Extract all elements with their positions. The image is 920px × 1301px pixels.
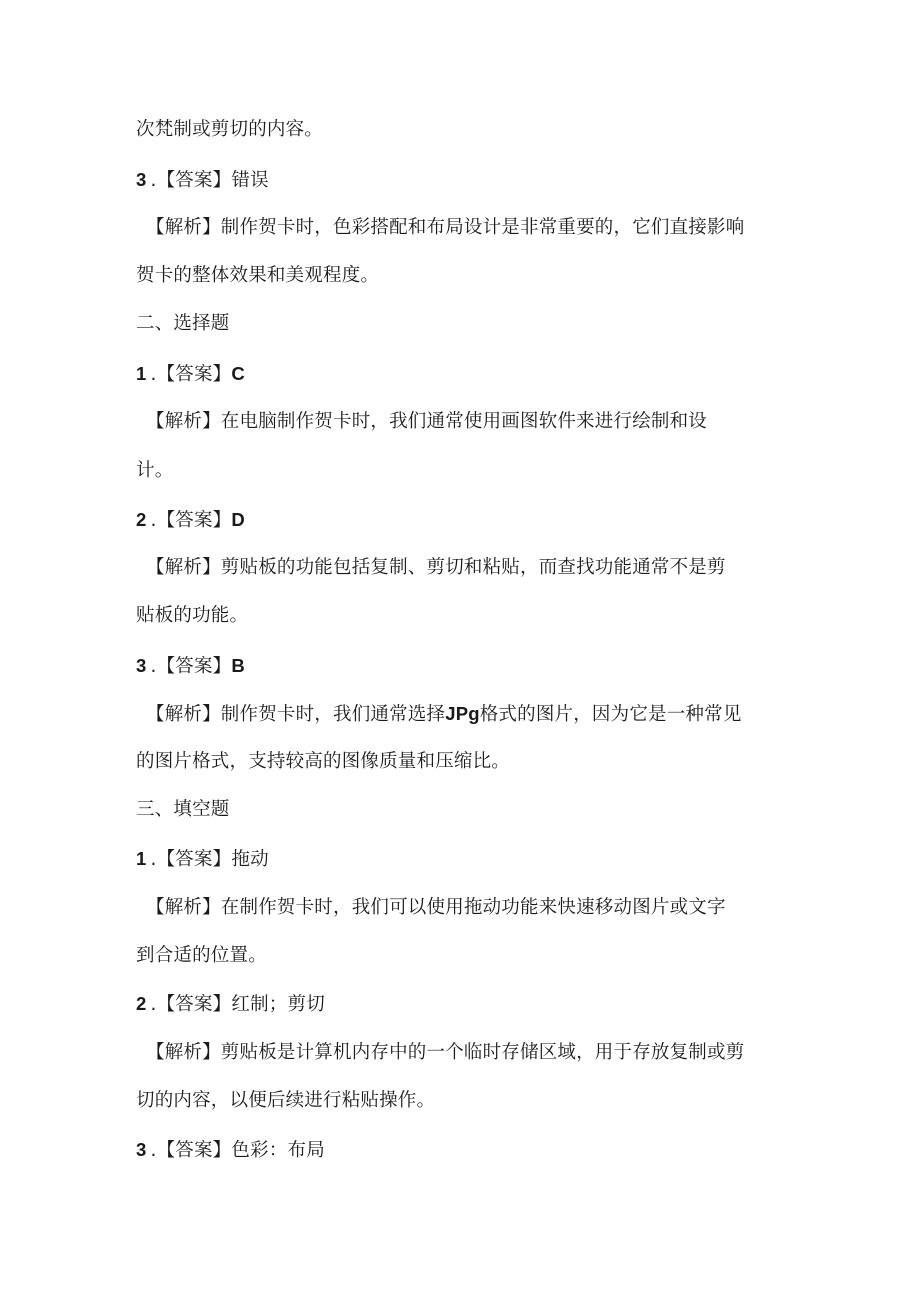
explanation-line: 贴板的功能。 — [136, 605, 249, 626]
explanation-line: 到合适的位置。 — [136, 945, 267, 966]
explanation-line: 贺卡的整体效果和美观程度。 — [136, 265, 380, 286]
answer-label: .【答案】 — [150, 1140, 232, 1161]
format-name: JPg — [445, 703, 480, 724]
answer-line — [136, 508, 245, 533]
explanation-line: 【解析】制作贺卡时，色彩搭配和布局设计是非常重要的，它们直接影响 — [146, 217, 745, 238]
question-number: 2 — [136, 509, 147, 530]
question-number: 3 — [136, 655, 147, 676]
question-number: 1 — [136, 363, 147, 384]
answer-line — [136, 168, 269, 193]
answer-line — [136, 992, 325, 1017]
answer-label: .【答案】 — [150, 364, 232, 385]
question-number: 3 — [136, 1139, 147, 1160]
answer-line — [136, 847, 269, 872]
explanation-line: 【解析】剪贴板的功能包括复制、剪切和粘贴，而查找功能通常不是剪 — [146, 557, 726, 578]
answer-label: .【答案】 — [150, 170, 232, 191]
question-number: 1 — [136, 848, 147, 869]
explanation-line — [146, 702, 742, 727]
answer-label: .【答案】 — [150, 849, 232, 870]
question-number: 3 — [136, 169, 147, 190]
answer-label: .【答案】 — [150, 994, 232, 1015]
explanation-text: 【解析】制作贺卡时，我们通常选择 — [146, 704, 446, 725]
answer-line — [136, 1138, 325, 1163]
section-heading: 二、选择题 — [136, 313, 230, 334]
answer-value: C — [231, 363, 245, 384]
text-line: 次梵制或剪切的内容。 — [136, 119, 324, 140]
answer-value: 色彩：布局 — [231, 1140, 325, 1161]
answer-line — [136, 654, 245, 679]
explanation-line: 的图片格式，支持较高的图像质量和压缩比。 — [136, 751, 511, 772]
answer-label: .【答案】 — [150, 656, 232, 677]
question-number: 2 — [136, 993, 147, 1014]
answer-line — [136, 362, 245, 387]
answer-value: B — [231, 655, 245, 676]
answer-value: 红制；剪切 — [231, 994, 325, 1015]
explanation-line: 【解析】剪贴板是计算机内存中的一个临时存储区域，用于存放复制或剪 — [146, 1042, 745, 1063]
explanation-text: 格式的图片，因为它是一种常见 — [479, 704, 742, 725]
explanation-line: 计。 — [136, 460, 174, 481]
answer-value: 错误 — [231, 170, 269, 191]
explanation-line: 【解析】在制作贺卡时，我们可以使用拖动功能来快速移动图片或文字 — [146, 897, 726, 918]
explanation-line: 【解析】在电脑制作贺卡时，我们通常使用画图软件来进行绘制和设 — [146, 411, 708, 432]
answer-label: .【答案】 — [150, 510, 232, 531]
answer-value: 拖动 — [231, 849, 269, 870]
explanation-line: 切的内容，以便后续进行粘贴操作。 — [136, 1090, 436, 1111]
answer-value: D — [231, 509, 245, 530]
section-heading: 三、填空题 — [136, 799, 230, 820]
